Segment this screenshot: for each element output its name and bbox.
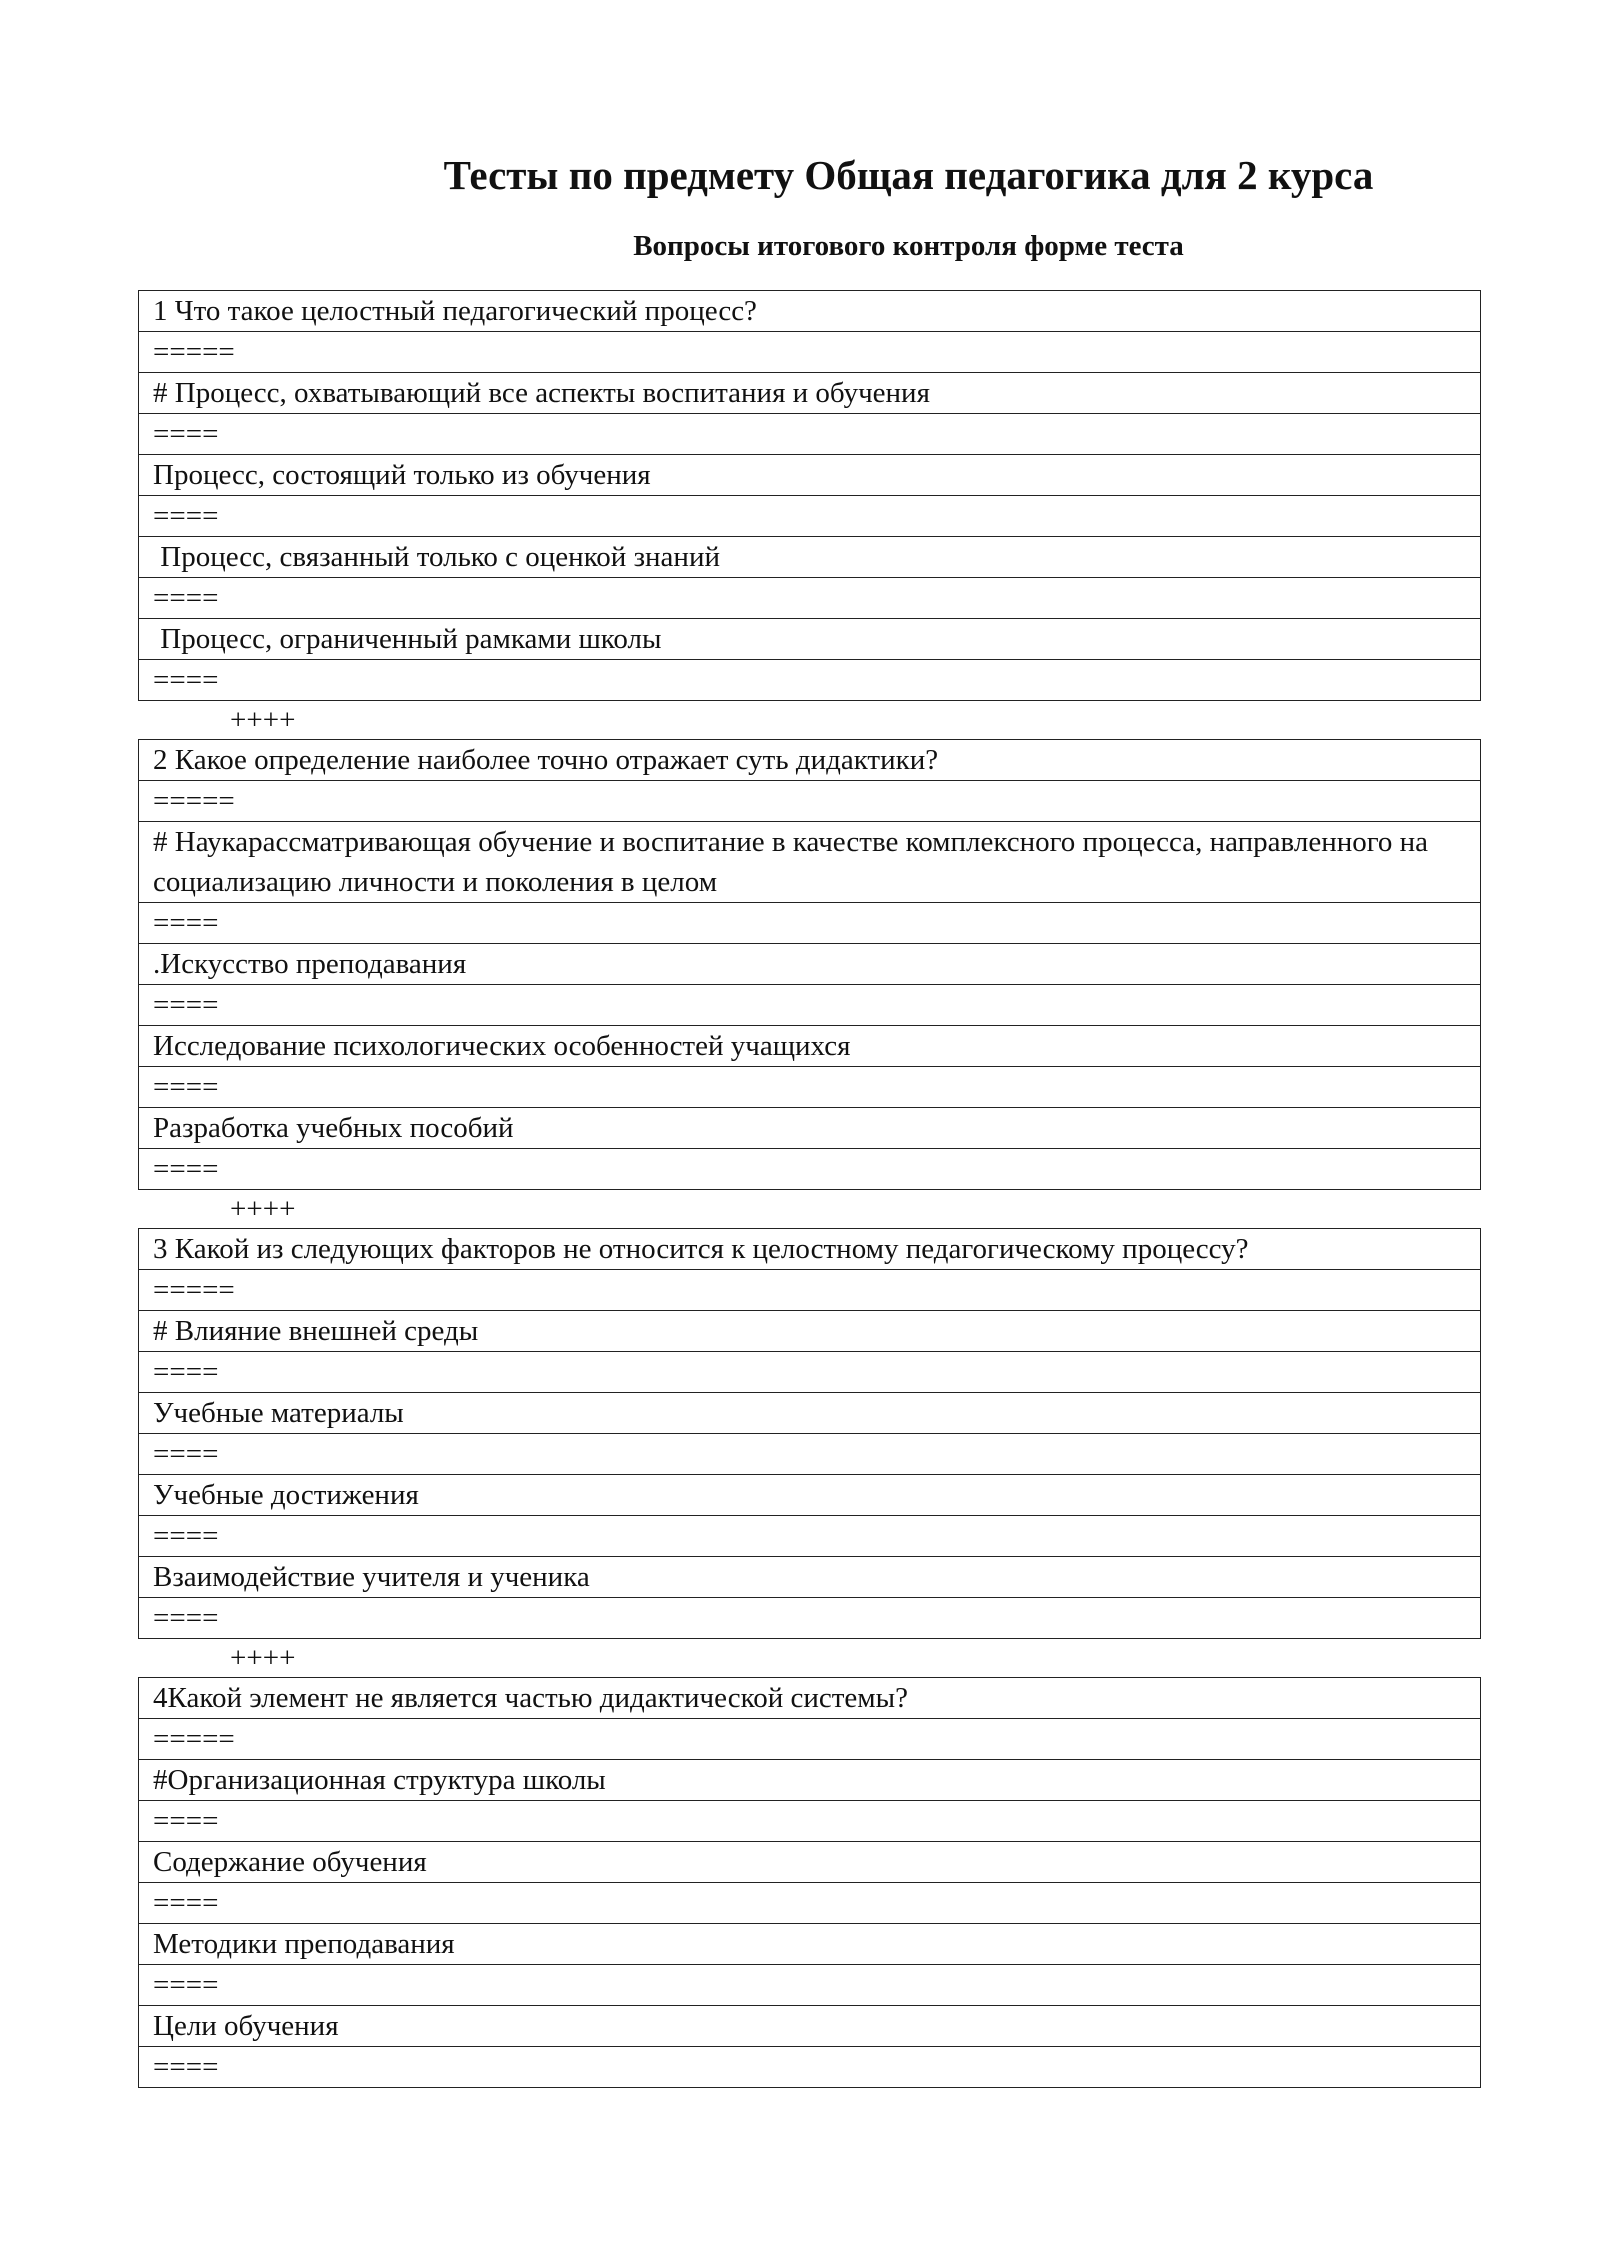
answer-option-correct: # Влияние внешней среды — [139, 1311, 1481, 1352]
answer-option: Разработка учебных пособий — [139, 1108, 1481, 1149]
option-separator: ==== — [139, 1883, 1481, 1924]
answer-option: Процесс, ограниченный рамками школы — [139, 619, 1481, 660]
answer-option: Процесс, связанный только с оценкой знаний — [139, 537, 1481, 578]
option-separator: ==== — [139, 1516, 1481, 1557]
answer-option: Методики преподавания — [139, 1924, 1481, 1965]
question-text: 2 Какое определение наиболее точно отражает суть дидактики? — [139, 740, 1481, 781]
page-title: Тесты по предмету Общая педагогика для 2 курса — [443, 152, 1374, 198]
answer-option: Учебные достижения — [139, 1475, 1481, 1516]
question-list — [138, 290, 1481, 2088]
option-separator: ==== — [139, 496, 1481, 537]
answer-option-correct: #Организационная структура школы — [139, 1760, 1481, 1801]
question-separator: ===== — [139, 332, 1481, 373]
answer-option: Исследование психологических особенностей учащихся — [139, 1026, 1481, 1067]
question-end-marker: ++++ — [230, 1193, 296, 1225]
answer-option-correct: # Наукарассматривающая обучение и воспитание в качестве комплексного процесса, направленного на социализацию личности и поколения в целом — [139, 822, 1481, 903]
question-text: 3 Какой из следующих факторов не относится к целостному педагогическому процессу? — [139, 1229, 1481, 1270]
option-separator: ==== — [139, 660, 1481, 701]
option-separator: ==== — [139, 985, 1481, 1026]
question-separator: ===== — [139, 1719, 1481, 1760]
option-separator: ==== — [139, 1434, 1481, 1475]
option-separator: ==== — [139, 1149, 1481, 1190]
option-separator: ==== — [139, 903, 1481, 944]
question-table-3 — [138, 1228, 1481, 1639]
question-end-marker: ++++ — [230, 704, 296, 736]
option-separator: ==== — [139, 1965, 1481, 2006]
option-separator: ==== — [139, 1067, 1481, 1108]
question-table-4 — [138, 1677, 1481, 2088]
option-separator: ==== — [139, 414, 1481, 455]
question-table-2 — [138, 739, 1481, 1190]
question-table-1 — [138, 290, 1481, 701]
page-subtitle: Вопросы итогового контроля форме теста — [633, 230, 1184, 262]
option-separator: ==== — [139, 1801, 1481, 1842]
answer-option-correct: # Процесс, охватывающий все аспекты воспитания и обучения — [139, 373, 1481, 414]
option-separator: ==== — [139, 1352, 1481, 1393]
question-end-marker: ++++ — [230, 1642, 296, 1674]
answer-option: Цели обучения — [139, 2006, 1481, 2047]
answer-option: .Искусство преподавания — [139, 944, 1481, 985]
question-text: 4Какой элемент не является частью дидактической системы? — [139, 1678, 1481, 1719]
question-separator: ===== — [139, 1270, 1481, 1311]
option-separator: ==== — [139, 578, 1481, 619]
question-separator: ===== — [139, 781, 1481, 822]
answer-option: Учебные материалы — [139, 1393, 1481, 1434]
answer-option: Процесс, состоящий только из обучения — [139, 455, 1481, 496]
question-text: 1 Что такое целостный педагогический процесс? — [139, 291, 1481, 332]
option-separator: ==== — [139, 1598, 1481, 1639]
option-separator: ==== — [139, 2047, 1481, 2088]
answer-option: Содержание обучения — [139, 1842, 1481, 1883]
answer-option: Взаимодействие учителя и ученика — [139, 1557, 1481, 1598]
